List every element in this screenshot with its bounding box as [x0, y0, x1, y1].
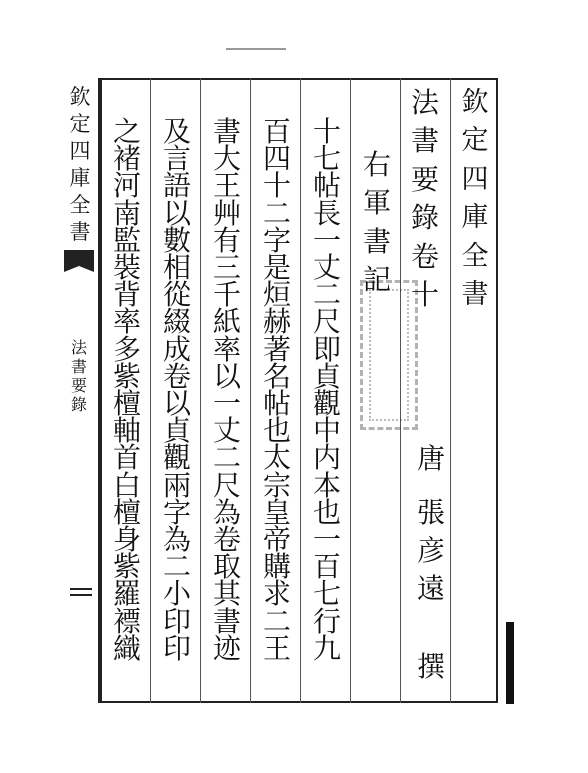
- character: 其: [212, 577, 241, 611]
- margin-book-name: [62, 84, 98, 246]
- character: 河: [112, 169, 141, 203]
- character: 多: [112, 332, 141, 366]
- character: 張: [416, 496, 445, 529]
- character: 首: [112, 441, 141, 475]
- character: 全: [69, 193, 91, 217]
- column-rule: [150, 78, 151, 703]
- character: 王: [212, 169, 241, 203]
- character: 言: [162, 142, 191, 176]
- character: 觀: [162, 441, 191, 475]
- character: 二: [262, 196, 291, 230]
- author-dynasty: 唐: [416, 442, 445, 475]
- character: 十: [410, 278, 439, 312]
- character: 記: [362, 263, 391, 297]
- character: 貞: [162, 414, 191, 448]
- character: 之: [112, 115, 141, 148]
- character: 紙: [212, 305, 241, 339]
- character: 二: [212, 441, 241, 475]
- edge-bar: [506, 622, 514, 704]
- character: 身: [112, 523, 141, 557]
- character: 綴: [162, 305, 191, 339]
- character: 丈: [212, 414, 241, 448]
- character: 錄: [410, 201, 439, 235]
- fish-tail-mark: [64, 250, 94, 266]
- character: 尺: [312, 305, 341, 339]
- character: 遠: [416, 572, 445, 605]
- character: 也: [312, 495, 341, 529]
- character: 定: [69, 112, 91, 136]
- character: 一: [212, 387, 241, 421]
- character: 書: [70, 357, 87, 376]
- character: 是: [262, 251, 291, 285]
- character: 四: [461, 163, 489, 195]
- character: 即: [312, 332, 341, 366]
- character: 欽: [69, 85, 91, 109]
- character: 紫: [112, 550, 141, 584]
- character: 著: [262, 332, 291, 366]
- character: 十: [262, 169, 291, 203]
- author-attribution: [408, 440, 454, 686]
- character: 相: [162, 251, 191, 285]
- character: 也: [262, 414, 291, 448]
- character: 赫: [262, 305, 291, 339]
- character: 及: [162, 115, 191, 148]
- character: 成: [162, 332, 191, 366]
- character: 為: [212, 495, 241, 529]
- character: 背: [112, 278, 141, 312]
- column-volume-title: [402, 84, 448, 314]
- character: 王: [262, 631, 291, 665]
- column-rule: [250, 78, 251, 703]
- character: 帝: [262, 523, 291, 557]
- character: 南: [112, 196, 141, 230]
- character: 四: [69, 139, 91, 163]
- character: 大: [212, 142, 241, 176]
- column-rule: [200, 78, 201, 703]
- character: 褾: [112, 604, 141, 638]
- character: 要: [410, 162, 439, 196]
- character: 十: [312, 115, 341, 148]
- character: 書: [69, 220, 91, 244]
- character: 書: [212, 604, 241, 638]
- character: 丈: [312, 251, 341, 285]
- character: 羅: [112, 577, 141, 611]
- author-name: [417, 494, 445, 608]
- character: 以: [162, 387, 191, 421]
- character: 帖: [312, 169, 341, 203]
- character: 白: [112, 468, 141, 502]
- character: 二: [312, 278, 341, 312]
- margin-divider: [98, 78, 100, 703]
- character: 全: [461, 240, 489, 272]
- character: 尺: [212, 468, 241, 502]
- character: 字: [262, 223, 291, 257]
- character: 數: [162, 223, 191, 257]
- character: 一: [312, 223, 341, 257]
- column-section-title: [354, 146, 400, 300]
- character: 艸: [212, 196, 241, 230]
- top-mark: [226, 48, 286, 50]
- character: 書: [212, 115, 241, 148]
- column-rule: [350, 78, 351, 703]
- character: 名: [262, 359, 291, 393]
- column-text-3: [204, 115, 250, 665]
- character: 卷: [162, 359, 191, 393]
- column-text-1: [304, 115, 350, 665]
- column-rule: [300, 78, 301, 703]
- character: 千: [212, 278, 241, 312]
- character: 檀: [112, 387, 141, 421]
- column-text-2: [254, 115, 300, 665]
- character: 從: [162, 278, 191, 312]
- character: 紫: [112, 359, 141, 393]
- character: 有: [212, 223, 241, 257]
- page-number-mark: [70, 588, 92, 590]
- character: 行: [312, 604, 341, 638]
- character: 率: [212, 332, 241, 366]
- character: 百: [262, 115, 291, 148]
- character: 書: [410, 124, 439, 158]
- character: 購: [262, 550, 291, 584]
- margin-short-title: [66, 338, 92, 414]
- character: 迹: [212, 631, 241, 665]
- character: 觀: [312, 387, 341, 421]
- character: 字: [162, 495, 191, 529]
- character: 法: [410, 86, 439, 119]
- character: 印: [162, 604, 191, 638]
- character: 檀: [112, 495, 141, 529]
- column-text-5: [104, 115, 150, 665]
- character: 以: [212, 359, 241, 393]
- character: 右: [362, 148, 391, 181]
- character: 為: [162, 523, 191, 557]
- character: 貞: [312, 359, 341, 393]
- character: 兩: [162, 468, 191, 502]
- character: 法: [70, 338, 87, 357]
- character: 以: [162, 196, 191, 230]
- character: 長: [312, 196, 341, 230]
- column-book-title: [452, 84, 498, 314]
- character: 定: [461, 125, 489, 157]
- character: 語: [162, 169, 191, 203]
- character: 内: [312, 441, 341, 475]
- character: 織: [112, 631, 141, 665]
- character: 皇: [262, 495, 291, 529]
- character: 書: [461, 279, 489, 311]
- character: 取: [212, 550, 241, 584]
- character: 裝: [112, 251, 141, 285]
- character: 軍: [362, 186, 391, 220]
- character: 烜: [262, 278, 291, 312]
- character: 卷: [410, 239, 439, 273]
- character: 七: [312, 142, 341, 176]
- author-role: 撰: [416, 650, 445, 683]
- character: 二: [162, 550, 191, 584]
- character: 軸: [112, 414, 141, 448]
- character: 小: [162, 577, 191, 611]
- character: 二: [262, 604, 291, 638]
- character: 卷: [212, 523, 241, 557]
- character: 褚: [112, 142, 141, 176]
- character: 中: [312, 414, 341, 448]
- character: 庫: [69, 166, 91, 190]
- character: 率: [112, 305, 141, 339]
- character: 監: [112, 223, 141, 257]
- column-text-4: [154, 115, 200, 665]
- character: 四: [262, 142, 291, 176]
- character: 求: [262, 577, 291, 611]
- character: 庫: [461, 202, 489, 234]
- character: 本: [312, 468, 341, 502]
- character: 九: [312, 631, 341, 665]
- character: 錄: [70, 395, 87, 414]
- character: 宗: [262, 468, 291, 502]
- character: 太: [262, 441, 291, 475]
- character: 百: [312, 550, 341, 584]
- character: 彦: [416, 534, 445, 567]
- character: 書: [362, 224, 391, 258]
- character: 欽: [461, 87, 489, 118]
- character: 要: [70, 376, 87, 395]
- character: 印: [162, 631, 191, 665]
- character: 一: [312, 523, 341, 557]
- page-number-mark: [70, 594, 92, 596]
- character: 七: [312, 577, 341, 611]
- character: 帖: [262, 387, 291, 421]
- character: 三: [212, 251, 241, 285]
